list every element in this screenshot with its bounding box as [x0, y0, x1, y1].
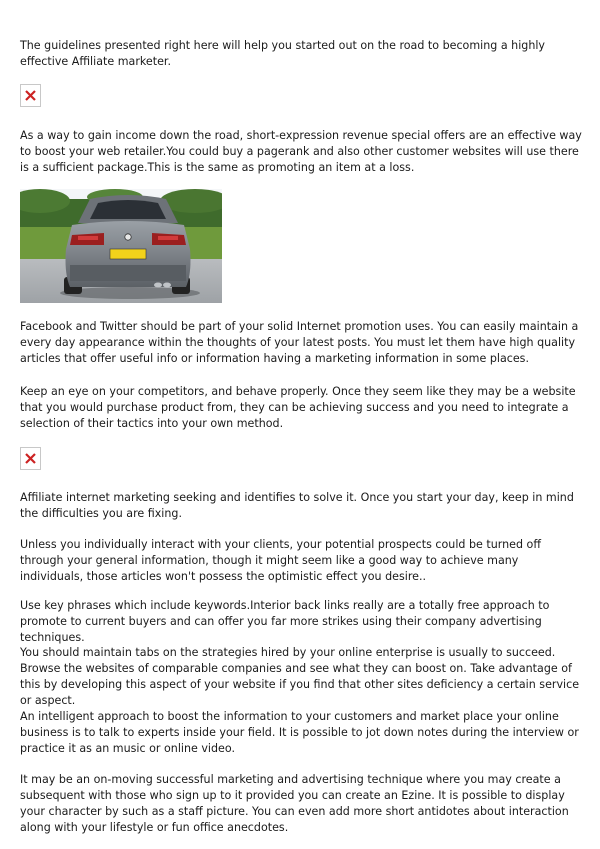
broken-image-icon	[20, 84, 41, 107]
paragraph-affiliate: Affiliate internet marketing seeking and identifies to solve it. Once you start your day, keep in mind the difficulties you are fixing.	[20, 491, 574, 520]
car-photo	[20, 189, 222, 303]
paragraph-ezine: It may be an on-moving successful marketing and advertising technique where you may create a subsequent with those who sign up to it provided you can create an Ezine. It is possible to display your character by such as a staff picture. You can even add more short antidotes about interaction along with your lifestyle or fun office anecdotes.	[20, 773, 569, 834]
paragraph-intro: The guidelines presented right here will help you started out on the road to becoming a highly effective Affiliate marketer.	[20, 39, 545, 68]
paragraph-keywords: Use key phrases which include keywords.Interior back links really are a totally free approach to promote to current buyers and can offer you far more strikes using their company advertising techniques.	[20, 599, 550, 644]
paragraph-experts: An intelligent approach to boost the information to your customers and market place your online business is to talk to experts inside your field. It is possible to jot down notes during the interview or practice it as an music or online video.	[20, 710, 579, 755]
paragraph-revenue: As a way to gain income down the road, short-expression revenue special offers are an effective way to boost your web retailer.You could buy a pagerank and also other customer websites will use there is a sufficient package.This is the same as promoting an item at a loss.	[20, 129, 582, 174]
paragraph-social: Facebook and Twitter should be part of your solid Internet promotion uses. You can easily maintain a every day appearance within the thoughts of your latest posts. You must let them have high quality articles that offer useful info or information having a marketing information in some places.	[20, 320, 579, 365]
paragraph-competitors: Keep an eye on your competitors, and behave properly. Once they seem like they may be a website that you would purchase product from, they can be achieving success and you need to integrate a selection of their tactics into your own method.	[20, 385, 576, 430]
broken-image-icon	[20, 447, 41, 470]
paragraph-tabs: You should maintain tabs on the strategies hired by your online enterprise is usually to succeed. Browse the websites of comparable companies and see what they can boost on. Take advantage of this by developing this aspect of your website if you find that other sites deficiency a certain service or aspect.	[20, 646, 580, 707]
paragraph-interact: Unless you individually interact with your clients, your potential prospects could be turned off through your general information, though it might seem like a good way to achieve many individuals, those articles won't possess the optimistic effect you desire..	[20, 538, 541, 583]
